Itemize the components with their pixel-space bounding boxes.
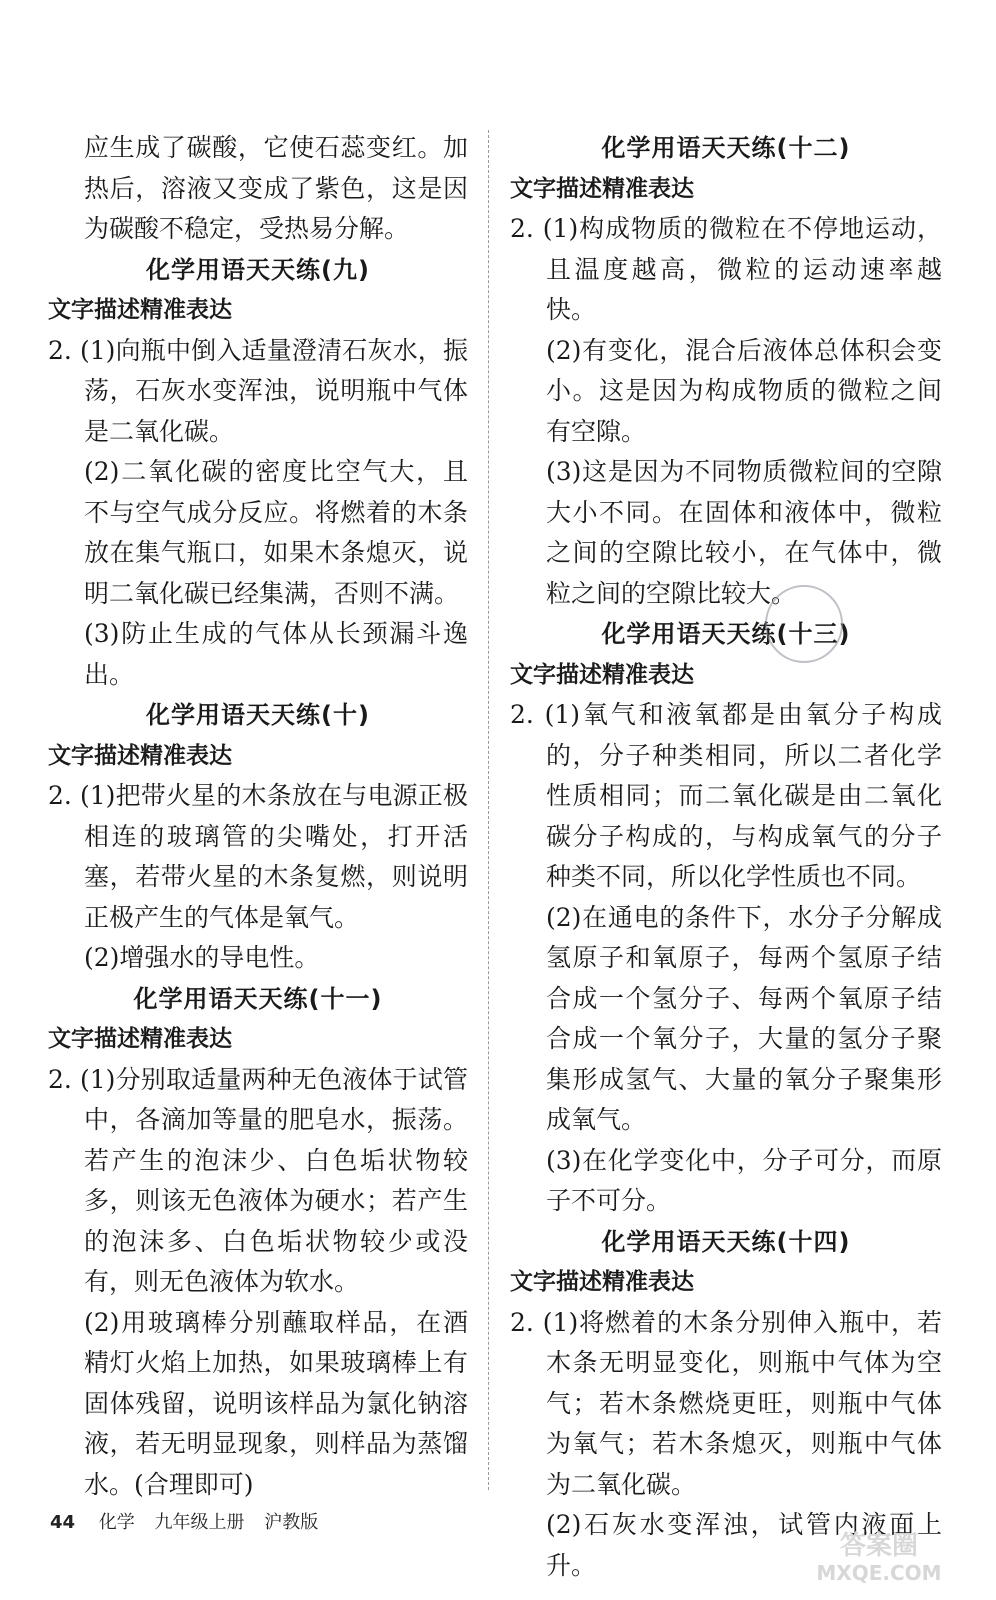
watermark-text: 答案圈 (839, 1531, 919, 1561)
footer-edition: 沪教版 (264, 1512, 319, 1533)
section-title-11: 化学用语天天练(十一) (133, 984, 383, 1013)
answer-12-1: 2. (1)构成物质的微粒在不停地运动，且温度越高，微粒的运动速率越快。 (510, 214, 942, 324)
answer-10-2: (2)增强水的导电性。 (84, 943, 320, 972)
answer-9-2: (2)二氧化碳的密度比空气大，且不与空气成分反应。将燃着的木条放在集气瓶口，如果木条熄灭，说明二氧化碳已经集满，否则不满。 (84, 457, 468, 608)
section-subtitle-10: 文字描述精准表达 (48, 742, 232, 769)
answer-9-3: (3)防止生成的气体从长颈漏斗逸出。 (84, 619, 468, 689)
answer-14-1: 2. (1)将燃着的木条分别伸入瓶中，若木条无明显变化，则瓶中气体为空气；若木条燃烧更旺，则瓶中气体为氧气；若木条熄灭，则瓶中气体为二氧化碳。 (510, 1307, 942, 1499)
answer-13-2: (2)在通电的条件下，水分子分解成氢原子和氧原子，每两个氢原子结合成一个氢分子、每两个氧原子结合成一个氧分子，大量的氢分子聚集形成氢气、大量的氧分子聚集形成氧气。 (546, 902, 942, 1134)
section-subtitle-12: 文字描述精准表达 (510, 175, 694, 202)
section-title-13: 化学用语天天练(十三) (601, 620, 851, 648)
answer-12-2: (2)有变化，混合后液体总体积会变小。这是因为构成物质的微粒之间有空隙。 (546, 335, 942, 446)
answer-9-1: 2. (1)向瓶中倒入适量澄清石灰水，振荡，石灰水变浑浊，说明瓶中气体是二氧化碳。 (48, 335, 468, 446)
answer-12-3: (3)这是因为不同物质微粒间的空隙大小不同。在固体和液体中，微粒之间的空隙比较小，在气体中，微粒之间的空隙比较大。 (546, 457, 942, 608)
page-footer (50, 1508, 332, 1534)
section-title-14: 化学用语天天练(十四) (601, 1227, 851, 1256)
section-subtitle-14: 文字描述精准表达 (510, 1269, 694, 1295)
column-divider (488, 130, 489, 1490)
answer-14-2: (2)石灰水变浑浊，试管内液面上升。 (546, 1510, 942, 1580)
answer-13-3: (3)在化学变化中，分子可分，而原子不可分。 (546, 1145, 942, 1215)
section-title-10: 化学用语天天练(十) (146, 701, 370, 729)
answer-13-1: 2. (1)氧气和液氧都是由氧分子构成的，分子种类相同，所以二者化学性质相同；而二氧化碳是由二氧化碳分子构成的，与构成氧气的分子种类不同，所以化学性质也不同。 (510, 700, 942, 891)
answer-10-1: 2. (1)把带火星的木条放在与电源正极相连的玻璃管的尖嘴处，打开活塞，若带火星的木条复燃，则说明正极产生的气体是氧气。 (48, 781, 468, 932)
page-number: 44 (50, 1512, 76, 1533)
left-column (48, 128, 468, 1505)
watermark-url: MXQE.COM (816, 1561, 942, 1585)
section-title-9: 化学用语天天练(九) (146, 255, 370, 284)
footer-subject: 化学 (98, 1512, 135, 1533)
continued-paragraph: 应生成了碳酸，它使石蕊变红。加热后，溶液又变成了紫色，这是因为碳酸不稳定，受热易分解。 (84, 133, 468, 243)
section-title-12: 化学用语天天练(十二) (601, 134, 851, 162)
answer-11-1: 2. (1)分别取适量两种无色液体于试管中，各滴加等量的肥皂水，振荡。若产生的泡沫少、白色垢状物较多，则该无色液体为硬水；若产生的泡沫多、白色垢状物较少或没有，则无色液体为软水。 (48, 1064, 468, 1296)
stamp-seal-icon (765, 585, 843, 663)
right-column (510, 128, 942, 1586)
section-subtitle-13: 文字描述精准表达 (510, 661, 694, 688)
watermark-logo-icon (784, 1526, 974, 1586)
footer-grade: 九年级上册 (154, 1512, 245, 1533)
answer-11-2: (2)用玻璃棒分别蘸取样品，在酒精灯火焰上加热，如果玻璃棒上有固体残留，说明该样品为氯化钠溶液，若无明显现象，则样品为蒸馏水。(合理即可) (84, 1307, 468, 1499)
section-subtitle-9: 文字描述精准表达 (48, 297, 232, 323)
section-subtitle-11: 文字描述精准表达 (48, 1026, 232, 1052)
